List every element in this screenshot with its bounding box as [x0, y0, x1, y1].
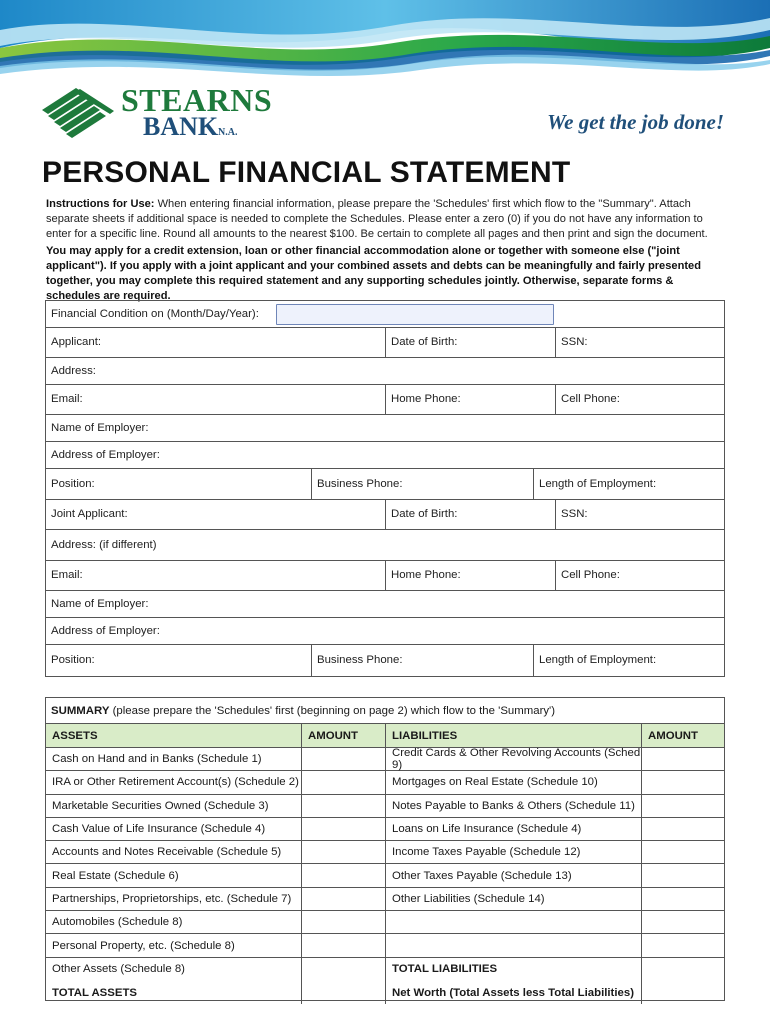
liabilities-amount-header: AMOUNT: [641, 724, 726, 747]
joint-cell-phone-field[interactable]: Cell Phone:: [555, 561, 726, 590]
net-worth-label: Net Worth (Total Assets less Total Liabilities): [385, 981, 641, 1004]
home-phone-field[interactable]: Home Phone:: [385, 385, 555, 414]
logo-bank: BANK: [143, 112, 219, 141]
page-title: PERSONAL FINANCIAL STATEMENT: [42, 156, 571, 189]
position-field[interactable]: Position:: [51, 477, 95, 490]
asset-amount-input[interactable]: [301, 864, 385, 886]
asset-amount-input[interactable]: [301, 888, 385, 910]
employer-address-field[interactable]: Address of Employer:: [51, 448, 160, 461]
asset-amount-input[interactable]: [301, 911, 385, 933]
joint-employer-address-row: [46, 618, 724, 645]
asset-label: Other Assets (Schedule 8): [52, 963, 185, 976]
joint-employer-field[interactable]: Name of Employer:: [51, 597, 149, 610]
summary-row: [46, 888, 724, 911]
liability-label: Other Taxes Payable (Schedule 13): [385, 864, 641, 886]
liability-amount-input[interactable]: [641, 818, 726, 840]
liability-label: Income Taxes Payable (Schedule 12): [385, 841, 641, 863]
liability-label: Loans on Life Insurance (Schedule 4): [385, 818, 641, 840]
dob-field[interactable]: Date of Birth:: [385, 328, 555, 357]
liability-amount-input[interactable]: [641, 911, 726, 933]
position-row: [46, 469, 724, 500]
joint-length-employment-field[interactable]: Length of Employment:: [533, 645, 726, 676]
wave-banner: [0, 0, 770, 90]
condition-label: Financial Condition on (Month/Day/Year):: [51, 307, 259, 320]
joint-contact-row: [46, 561, 724, 591]
summary-row: [46, 818, 724, 841]
cell-phone-field[interactable]: Cell Phone:: [555, 385, 726, 414]
liability-label: TOTAL LIABILITIES: [385, 958, 641, 981]
assets-header: ASSETS: [52, 729, 98, 742]
liability-label: [385, 934, 641, 956]
asset-label: Cash Value of Life Insurance (Schedule 4): [52, 823, 266, 836]
stearns-bank-logo: [40, 82, 273, 141]
employer-address-row: [46, 442, 724, 469]
joint-position-row: [46, 645, 724, 676]
summary-row: [46, 748, 724, 771]
asset-label: Real Estate (Schedule 6): [52, 869, 179, 882]
liability-label: Other Liabilities (Schedule 14): [385, 888, 641, 910]
joint-home-phone-field[interactable]: Home Phone:: [385, 561, 555, 590]
instructions: [46, 197, 730, 242]
asset-amount-input[interactable]: [301, 795, 385, 817]
joint-applicant-row: [46, 500, 724, 530]
joint-employer-row: [46, 591, 724, 618]
summary-row: [46, 958, 724, 981]
applicant-info-grid: [45, 300, 725, 677]
business-phone-field[interactable]: Business Phone:: [311, 469, 533, 499]
asset-label: Partnerships, Proprietorships, etc. (Schedule 7): [52, 892, 292, 905]
joint-business-phone-field[interactable]: Business Phone:: [311, 645, 533, 676]
joint-address-field[interactable]: Address: (if different): [51, 538, 157, 551]
logo-suffix: N.A.: [218, 127, 238, 138]
asset-label: Automobiles (Schedule 8): [52, 916, 183, 929]
contact-row: [46, 385, 724, 415]
summary-label: SUMMARY: [51, 704, 110, 717]
liability-amount-input[interactable]: [641, 795, 726, 817]
applicant-row: [46, 328, 724, 358]
address-row: [46, 358, 724, 385]
asset-amount-input[interactable]: [301, 841, 385, 863]
asset-label: Marketable Securities Owned (Schedule 3): [52, 799, 269, 812]
liability-label: Notes Payable to Banks & Others (Schedule 11): [385, 795, 641, 817]
asset-amount-input[interactable]: [301, 818, 385, 840]
liability-label: Mortgages on Real Estate (Schedule 10): [385, 771, 641, 793]
summary-total-row: [46, 981, 724, 1004]
asset-label: Cash on Hand and in Banks (Schedule 1): [52, 753, 262, 766]
summary-heading: [46, 698, 724, 724]
liability-amount-input[interactable]: [641, 748, 726, 770]
liability-label: [385, 911, 641, 933]
summary-row: [46, 771, 724, 794]
summary-row: [46, 841, 724, 864]
joint-applicant-notice: You may apply for a credit extension, loan or other financial accommodation alone or together with someone else ("joint applicant"). If you apply with a joint applicant and your combined assets and debts can be meaningfully and fairly presented together, you may complete this required statement and any supporting schedules jointly. Otherwise, separate forms & schedules are required.: [46, 245, 701, 302]
summary-row: [46, 864, 724, 887]
instructions-text: When entering financial information, please prepare the 'Schedules' first which flow to the "Summary". Attach separate sheets if additional space is needed to complete the Schedules. Please enter a zero (0) if you do not have any information to enter for a specific line. Round all amounts to the nearest $100. Be certain to complete all pages and then print and sign the document.: [46, 198, 708, 240]
asset-amount-input[interactable]: [301, 771, 385, 793]
asset-amount-input[interactable]: [301, 958, 385, 981]
liability-label: Credit Cards & Other Revolving Accounts (Sched 9): [385, 748, 641, 770]
logo-name: STEARNS: [121, 82, 273, 118]
liability-amount-input[interactable]: [641, 771, 726, 793]
joint-applicant-field[interactable]: Joint Applicant:: [51, 508, 128, 521]
joint-employer-address-field[interactable]: Address of Employer:: [51, 624, 160, 637]
joint-address-row: [46, 530, 724, 561]
liability-amount-input[interactable]: [641, 864, 726, 886]
liability-amount-input[interactable]: [641, 958, 726, 981]
liability-amount-input[interactable]: [641, 841, 726, 863]
address-field[interactable]: Address:: [51, 364, 96, 377]
total-assets-label: TOTAL ASSETS: [52, 986, 138, 999]
joint-ssn-field[interactable]: SSN:: [555, 500, 726, 529]
summary-table: [45, 697, 725, 1001]
joint-dob-field[interactable]: Date of Birth:: [385, 500, 555, 529]
asset-label: Accounts and Notes Receivable (Schedule 5): [52, 846, 282, 859]
liabilities-header: LIABILITIES: [385, 724, 641, 747]
applicant-field[interactable]: Applicant:: [51, 336, 102, 349]
length-employment-field[interactable]: Length of Employment:: [533, 469, 726, 499]
liability-amount-input[interactable]: [641, 888, 726, 910]
employer-field[interactable]: Name of Employer:: [51, 421, 149, 434]
logo-mark-icon: [40, 84, 120, 140]
summary-note: (please prepare the 'Schedules' first (beginning on page 2) which flow to the 'Summary'): [112, 704, 556, 717]
summary-header-row: [46, 724, 724, 748]
net-worth-amount[interactable]: [641, 981, 726, 1004]
asset-label: Personal Property, etc. (Schedule 8): [52, 939, 235, 952]
joint-position-field[interactable]: Position:: [51, 654, 95, 667]
summary-row: [46, 934, 724, 957]
ssn-field[interactable]: SSN:: [555, 328, 726, 357]
total-assets-amount[interactable]: [301, 981, 385, 1004]
asset-amount-input[interactable]: [301, 748, 385, 770]
email-field[interactable]: Email:: [51, 393, 83, 406]
condition-row: [46, 301, 724, 328]
employer-row: [46, 415, 724, 442]
condition-date-input[interactable]: [276, 304, 554, 325]
asset-label: IRA or Other Retirement Account(s) (Schedule 2): [52, 776, 299, 789]
asset-amount-input[interactable]: [301, 934, 385, 956]
summary-row: [46, 795, 724, 818]
joint-email-field[interactable]: Email:: [51, 569, 83, 582]
summary-row: [46, 911, 724, 934]
slogan: We get the job done!: [547, 110, 724, 134]
summary-rows: [46, 748, 724, 981]
liability-amount-input[interactable]: [641, 934, 726, 956]
assets-amount-header: AMOUNT: [301, 724, 385, 747]
instructions-label: Instructions for Use:: [46, 198, 155, 210]
